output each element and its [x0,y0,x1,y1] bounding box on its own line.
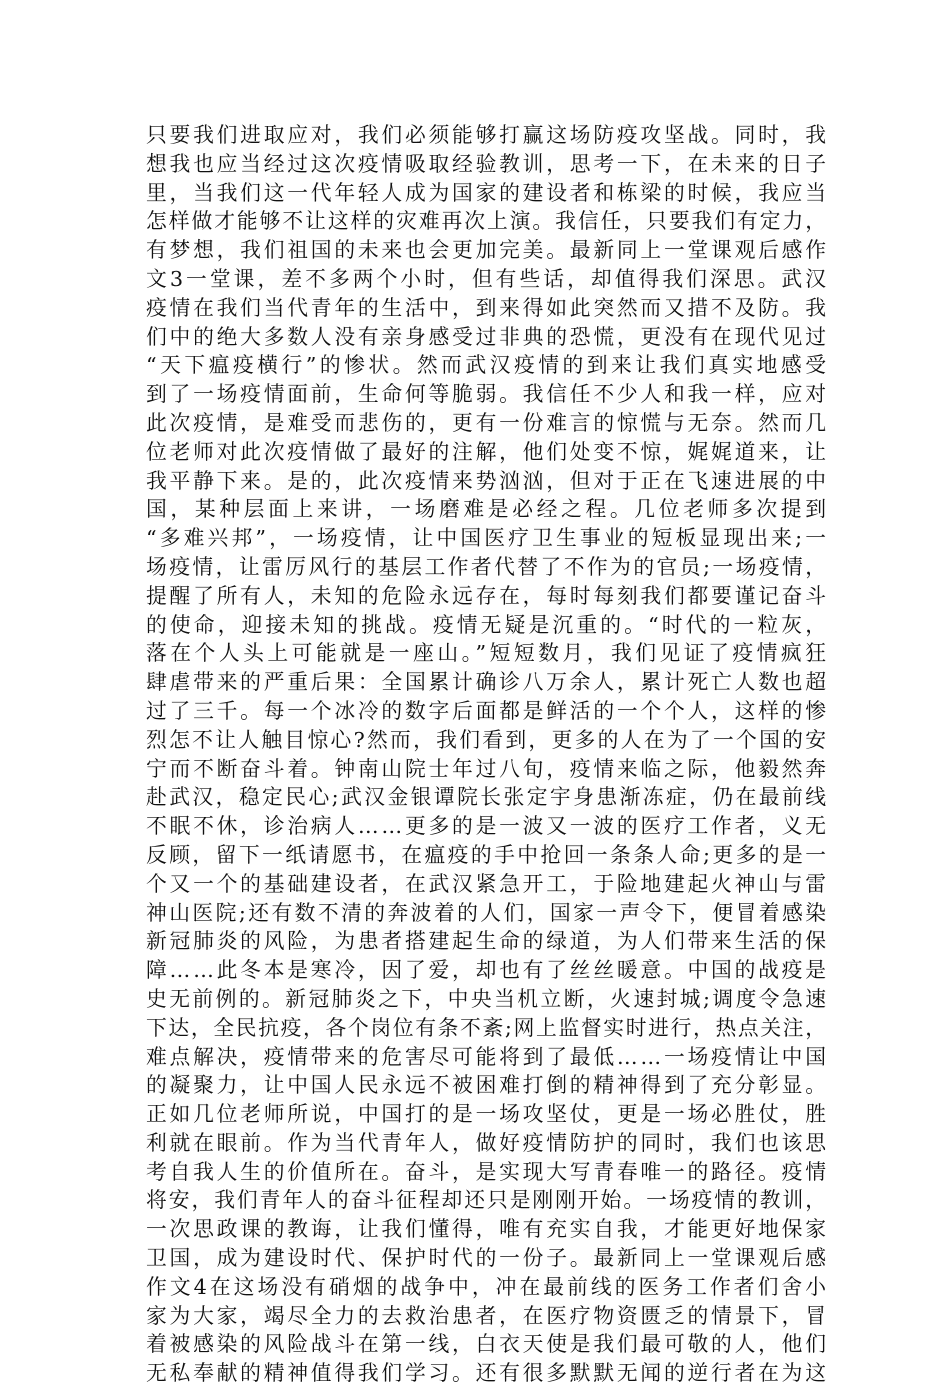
text-line: 提醒了所有人，未知的危险永远存在，每时每刻我们都要谨记奋斗 [146,583,829,608]
text-line: 正如几位老师所说，中国打的是一场攻坚仗，更是一场必胜仗，胜 [146,1102,829,1127]
text-line: 难点解决，疫情带来的危害尽可能将到了最低……一场疫情让中国 [146,1044,829,1069]
text-line: 落在个人头上可能就是一座山。”短短数月，我们见证了疫情疯狂 [146,641,830,666]
text-line: 赴武汉，稳定民心;武汉金银谭院长张定宇身患渐冻症，仍在最前线 [146,785,829,810]
text-line: 障……此冬本是寒冷，因了爱，却也有了丝丝暖意。中国的战疫是 [146,958,829,983]
text-line: 疫情在我们当代青年的生活中，到来得如此突然而又措不及防。我 [146,295,829,320]
text-line: 利就在眼前。作为当代青年人，做好疫情防护的同时，我们也该思 [146,1130,829,1155]
essay-body-text [146,121,830,1388]
text-line: 肆虐带来的严重后果：全国累计确诊八万余人，累计死亡人数也超 [146,670,829,695]
text-line: 国，某种层面上来讲，一场磨难是必经之程。几位老师多次提到 [146,497,830,522]
text-line: 的使命，迎接未知的挑战。疫情无疑是沉重的。“时代的一粒灰， [146,612,830,637]
text-line: 只要我们进取应对，我们必须能够打赢这场防疫攻坚战。同时，我 [146,123,829,147]
text-line: 神山医院;还有数不清的奔波着的人们，国家一声令下，便冒着感染 [146,900,829,925]
text-line: 家为大家，竭尽全力的去救治患者，在医疗物资匮乏的情景下，冒 [146,1303,829,1328]
text-line: 我平静下来。是的，此次疫情来势汹汹，但对于正在飞速进展的中 [146,468,829,493]
text-line: 新冠肺炎的风险，为患者搭建起生命的绿道，为人们带来生活的保 [146,929,829,954]
text-line: 下达，全民抗疫，各个岗位有条不紊;网上监督实时进行，热点关注， [146,1015,828,1040]
text-line: “天下瘟疫横行”的惨状。然而武汉疫情的到来让我们真实地感受 [146,353,830,378]
text-line: 想我也应当经过这次疫情吸取经验教训，思考一下，在未来的日子 [146,151,829,176]
text-line: 的凝聚力，让中国人民永远不被困难打倒的精神得到了充分彰显。 [146,1073,829,1098]
text-line: 不眠不休，诊治病人……更多的是一波又一波的医疗工作者，义无 [146,814,829,839]
text-line: 文3一堂课，差不多两个小时，但有些话，却值得我们深思。武汉 [146,266,830,291]
text-line: 作文4在这场没有硝烟的战争中，冲在最前线的医务工作者们舍小 [146,1274,830,1299]
text-line: 个又一个的基础建设者，在武汉紧急开工，于险地建起火神山与雷 [146,871,829,896]
text-line: 一次思政课的教诲，让我们懂得，唯有充实自我，才能更好地保家 [146,1217,829,1242]
text-line: 场疫情，让雷厉风行的基层工作者代替了不作为的官员;一场疫情， [146,554,829,579]
text-line: 宁而不断奋斗着。钟南山院士年过八旬，疫情来临之际，他毅然奔 [146,756,829,781]
text-line: 将安，我们青年人的奋斗征程却还只是刚刚开始。一场疫情的教训， [146,1188,828,1213]
text-line: 有梦想，我们祖国的未来也会更加完美。最新同上一堂课观后感作 [146,238,829,263]
text-line: 无私奉献的精神值得我们学习。还有很多默默无闻的逆行者在为这 [146,1361,829,1386]
text-line: 过了三千。每一个冰冷的数字后面都是鲜活的一个个人，这样的惨 [146,698,829,723]
text-line: 考自我人生的价值所在。奋斗，是实现大写青春唯一的路径。疫情 [146,1159,829,1184]
text-line: 史无前例的。新冠肺炎之下，中央当机立断，火速封城;调度令急速 [146,986,829,1011]
text-line: 着被感染的风险战斗在第一线，白衣天使是我们最可敬的人，他们 [146,1332,829,1357]
text-line: 们中的绝大多数人没有亲身感受过非典的恐慌，更没有在现代见过 [146,324,829,349]
text-line: 到了一场疫情面前，生命何等脆弱。我信任不少人和我一样，应对 [146,382,829,407]
text-line: 位老师对此次疫情做了最好的注解，他们处变不惊，娓娓道来，让 [146,439,829,464]
text-line: 反顾，留下一纸请愿书，在瘟疫的手中抢回一条条人命;更多的是一 [146,842,829,867]
text-line: 烈怎不让人触目惊心?然而，我们看到，更多的人在为了一个国的安 [146,727,829,752]
text-line: 怎样做才能够不让这样的灾难再次上演。我信任，只要我们有定力， [146,209,828,234]
text-line: 此次疫情，是难受而悲伤的，更有一份难言的惊慌与无奈。然而几 [146,410,829,435]
text-line: 卫国，成为建设时代、保护时代的一份子。最新同上一堂课观后感 [146,1246,829,1271]
text-line: “多难兴邦”，一场疫情，让中国医疗卫生事业的短板显现出来;一 [146,526,830,551]
text-line: 里，当我们这一代年轻人成为国家的建设者和栋梁的时候，我应当 [146,180,829,205]
